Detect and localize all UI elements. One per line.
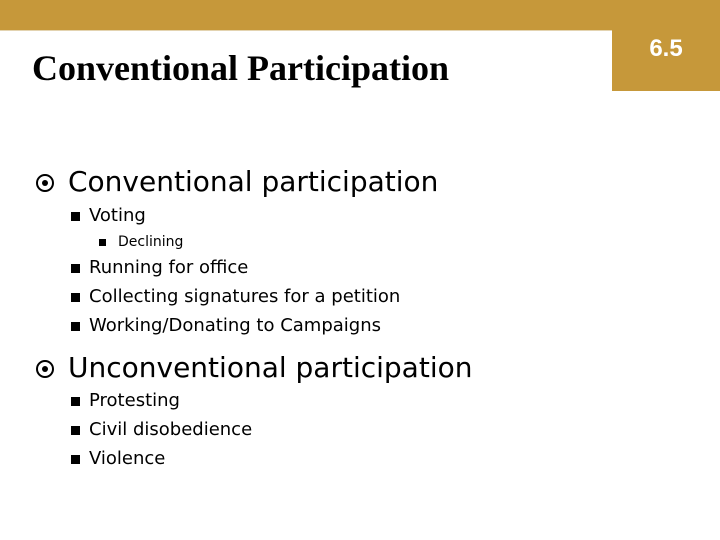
list-item-label: Collecting signatures for a petition — [89, 286, 401, 307]
list-item-label: Running for office — [89, 257, 249, 278]
list-item-label: Voting — [89, 205, 146, 226]
square-bullet-icon — [71, 455, 80, 464]
square-bullet-icon — [71, 212, 80, 221]
list-item-label: Working/Donating to Campaigns — [89, 315, 381, 336]
square-bullet-icon — [71, 426, 80, 435]
square-bullet-icon — [71, 293, 80, 302]
square-bullet-icon — [99, 239, 106, 246]
section-heading-label: Conventional participation — [68, 165, 439, 198]
list-item-label: Protesting — [89, 390, 180, 411]
slide-title: Conventional Participation — [32, 48, 450, 88]
square-bullet-icon — [71, 397, 80, 406]
header-divider — [0, 30, 612, 31]
square-bullet-icon — [71, 322, 80, 331]
target-circle-icon — [36, 174, 54, 192]
target-circle-icon — [36, 360, 54, 378]
slide-number: 6.5 — [649, 35, 683, 62]
list-item-label: Civil disobedience — [89, 419, 253, 440]
list-item-label: Violence — [89, 448, 166, 469]
section-heading-label: Unconventional participation — [68, 351, 473, 384]
sub-list-item-label: Declining — [118, 234, 184, 250]
slide-number-badge — [612, 0, 720, 91]
square-bullet-icon — [71, 264, 80, 273]
